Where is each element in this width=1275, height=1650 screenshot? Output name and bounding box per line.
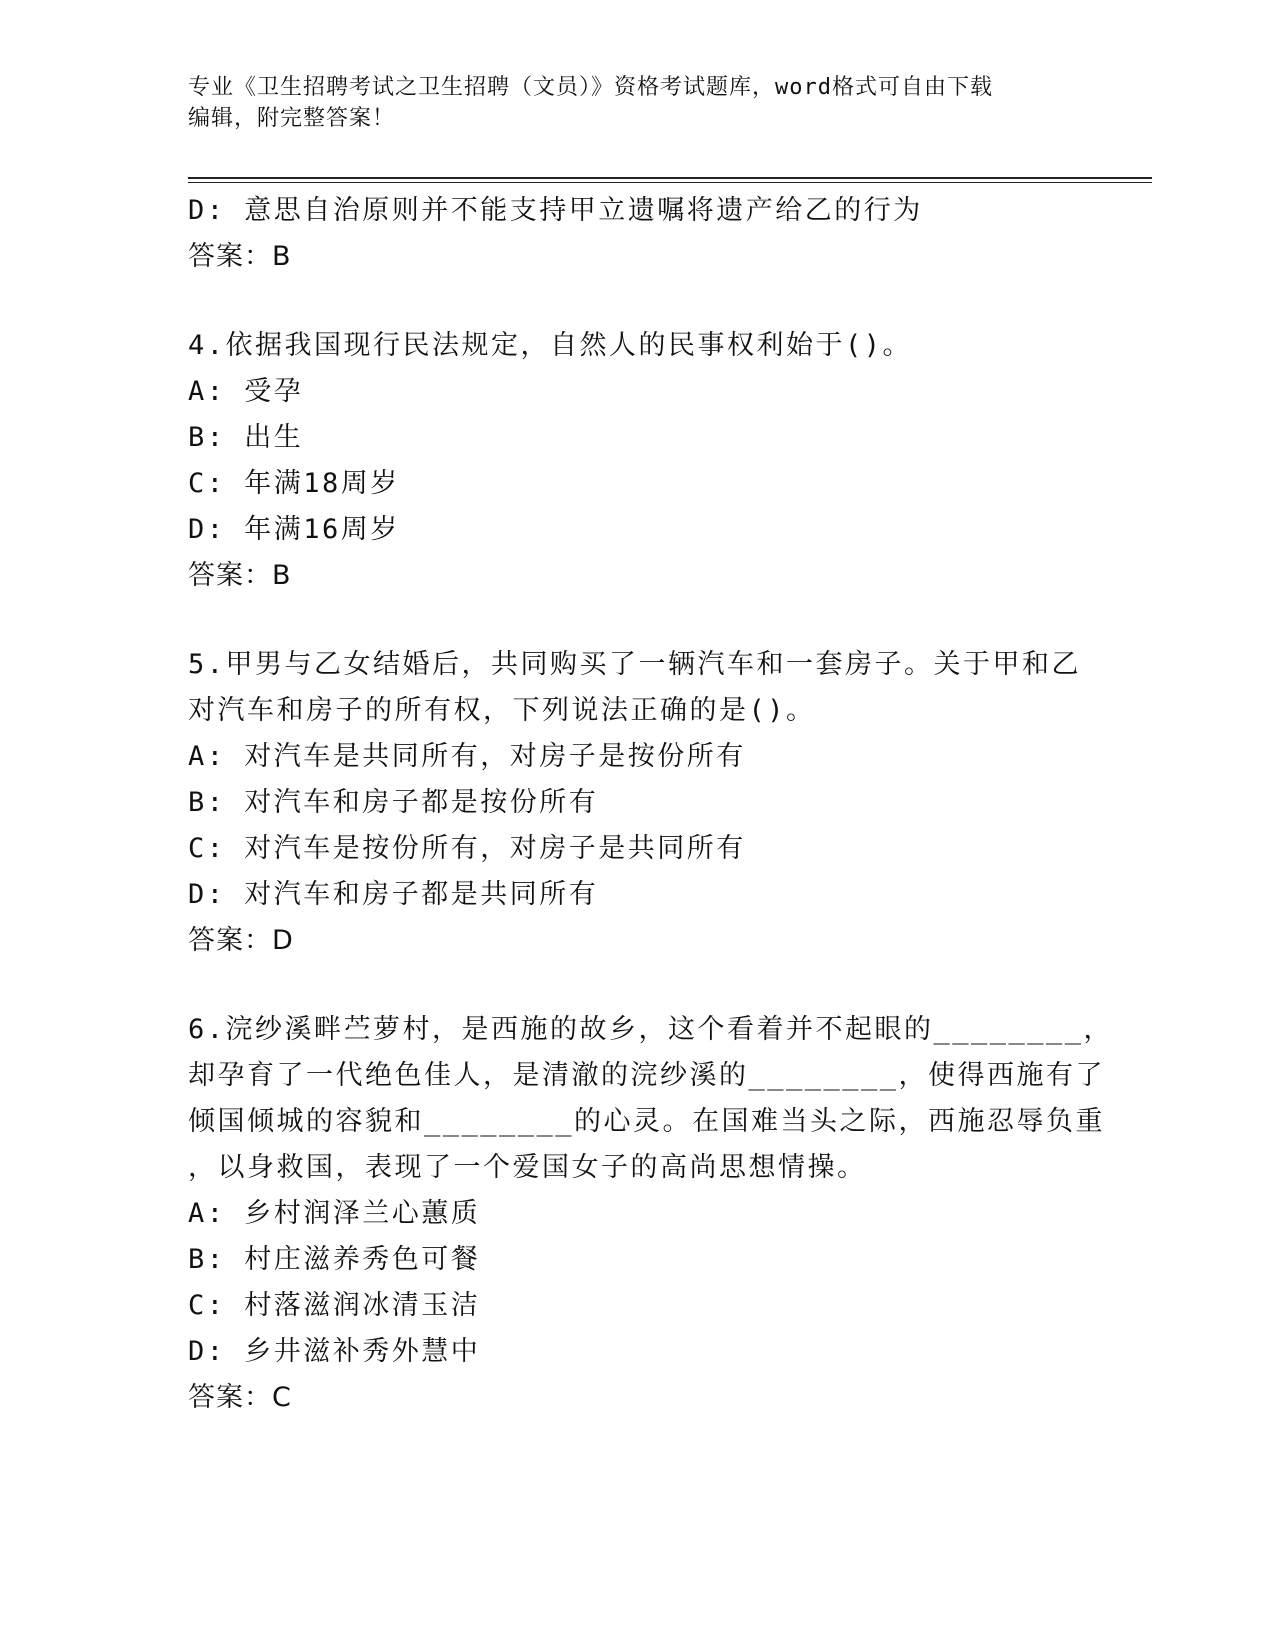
document-header (188, 72, 1068, 134)
header-line-2: 编辑，附完整答案！ (188, 106, 396, 131)
answer: 答案：D (188, 925, 294, 956)
question-stem-line-3: 倾国倾城的容貌和________的心灵。在国难当头之际，西施忍辱负重 (188, 1106, 1106, 1137)
answer: 答案：B (188, 560, 292, 591)
question-stem-line-2: 对汽车和房子的所有权，下列说法正确的是()。 (188, 695, 816, 726)
question-stem-line-1: 5.甲男与乙女结婚后，共同购买了一辆汽车和一套房子。关于甲和乙 (188, 649, 1082, 680)
question-content (188, 188, 1114, 1421)
answer: 答案：C (188, 1382, 292, 1413)
option-d: D: 对汽车和房子都是共同所有 (188, 879, 599, 910)
option-d: D: 乡井滋补秀外慧中 (188, 1336, 481, 1367)
option-a: A: 乡村润泽兰心蕙质 (188, 1198, 481, 1229)
question-stem-line-1: 6.浣纱溪畔苎萝村，是西施的故乡，这个看着并不起眼的________， (188, 1014, 1114, 1045)
option-c: C: 年满18周岁 (188, 468, 400, 499)
answer: 答案：B (188, 241, 292, 272)
spacer (188, 280, 1068, 323)
header-line-1: 专业《卫生招聘考试之卫生招聘（文员）》资格考试题库，word格式可自由下载 (188, 75, 993, 100)
question-3-tail (188, 188, 1068, 280)
question-stem: 4.依据我国现行民法规定，自然人的民事权利始于()。 (188, 330, 913, 361)
question-6 (188, 1007, 1114, 1421)
header-divider-thick (188, 177, 1152, 179)
option-b: B: 村庄滋养秀色可餐 (188, 1244, 481, 1275)
option-b: B: 出生 (188, 422, 304, 453)
question-4 (188, 323, 1068, 599)
header-divider-thin (188, 182, 1152, 183)
option-c: C: 村落滋润冰清玉洁 (188, 1290, 481, 1321)
option-a: A: 对汽车是共同所有，对房子是按份所有 (188, 741, 746, 772)
option-a: A: 受孕 (188, 376, 304, 407)
question-5 (188, 642, 1082, 964)
option-d: D: 意思自治原则并不能支持甲立遗嘱将遗产给乙的行为 (188, 195, 923, 226)
question-stem-line-4: ，以身救国，表现了一个爱国女子的高尚思想情操。 (188, 1152, 867, 1183)
option-d: D: 年满16周岁 (188, 514, 400, 545)
option-b: B: 对汽车和房子都是按份所有 (188, 787, 599, 818)
option-c: C: 对汽车是按份所有，对房子是共同所有 (188, 833, 746, 864)
spacer (188, 599, 1068, 642)
question-stem-line-2: 却孕育了一代绝色佳人，是清澈的浣纱溪的________，使得西施有了 (188, 1060, 1106, 1091)
spacer (188, 964, 1068, 1007)
